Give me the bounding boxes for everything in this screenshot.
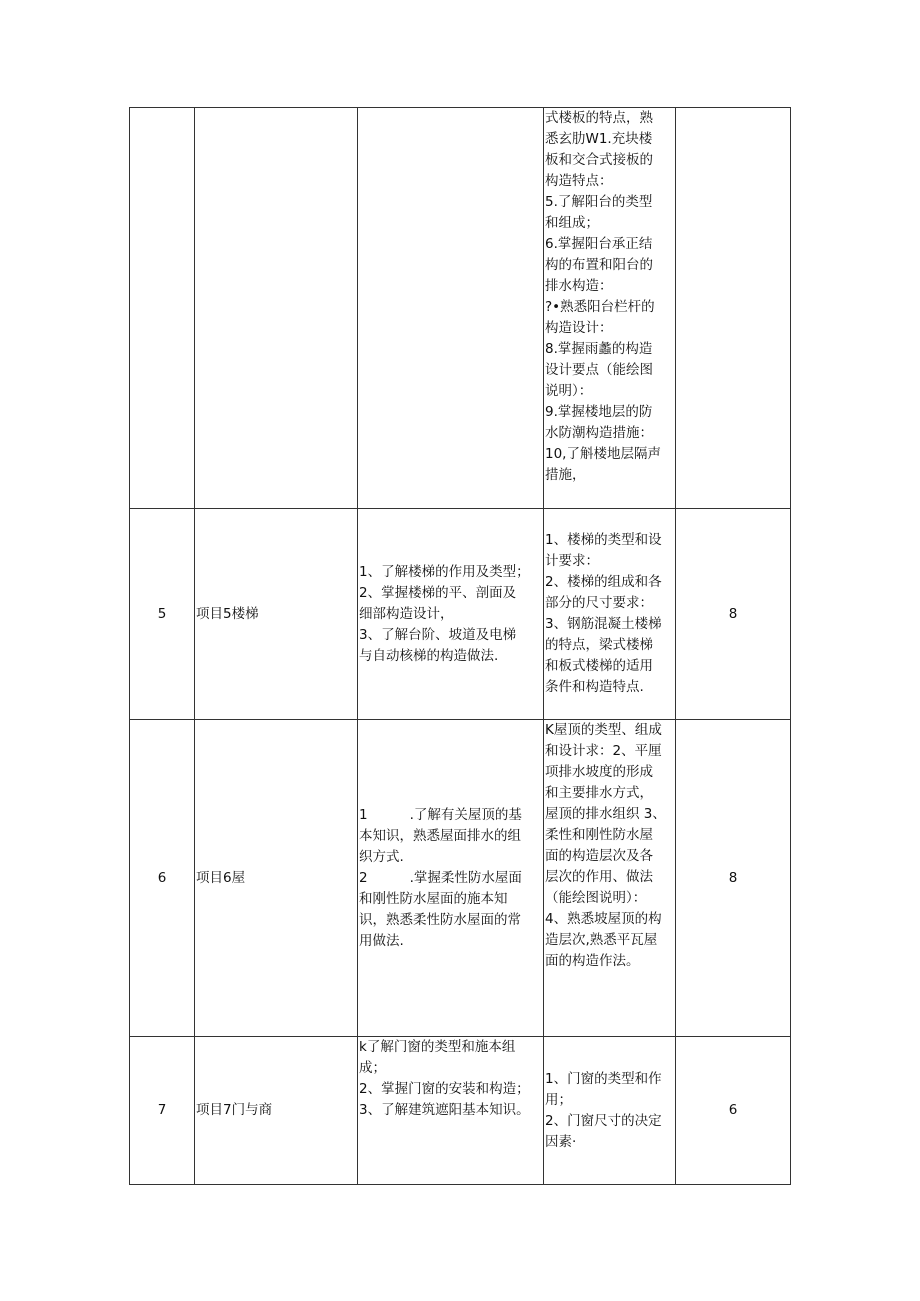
row-objectives <box>358 720 544 1037</box>
content-line: 的特点，梁式楼梯 <box>545 637 653 653</box>
content-line: 5.了解阳台的类型 <box>545 194 653 210</box>
content-line: 说明）： <box>545 383 593 399</box>
content-line: 9.掌握楼地层的防 <box>545 404 653 420</box>
objective-line: 用做法. <box>359 932 404 949</box>
content-line: 项排水坡度的形成 <box>545 764 653 780</box>
content-line: 层次的作用、做法 <box>545 869 653 885</box>
content-line: 2、楼梯的组成和各 <box>545 574 662 590</box>
content-line: 式楼板的特点，熟 <box>545 110 653 126</box>
row-objectives <box>358 108 544 509</box>
content-line: 用； <box>545 1091 572 1108</box>
row-objectives <box>358 1037 544 1185</box>
content-line: 部分的尺寸要求： <box>545 595 653 611</box>
content-line: 面的构造层次及各 <box>545 848 653 864</box>
table-row <box>130 1037 791 1185</box>
content-line: 6.掌握阳台承正结 <box>545 236 653 252</box>
objective-line: 1 .了解有关屋顶的基 <box>359 806 522 823</box>
row-number: 5 <box>130 509 195 720</box>
objective-line: 成； <box>359 1060 386 1076</box>
content-line: 和设计求：2、平厘 <box>545 743 662 759</box>
syllabus-table <box>129 107 791 1185</box>
content-line: 8.掌握雨蠡的构造 <box>545 341 653 357</box>
content-line: 和板式楼梯的适用 <box>545 658 653 674</box>
content-line: 措施， <box>545 467 586 483</box>
content-line: （能绘图说明）： <box>545 890 647 906</box>
row-hours: 8 <box>676 720 791 1037</box>
row-content <box>544 720 676 1037</box>
content-line: 1、门窗的类型和作 <box>545 1070 662 1087</box>
content-line: 计要求： <box>545 553 599 569</box>
row-objectives <box>358 509 544 720</box>
objective-line: 织方式. <box>359 848 404 865</box>
objective-line: 2、掌握楼梯的平、剖面及 <box>359 584 517 601</box>
row-number: 7 <box>130 1037 195 1185</box>
content-line: ?•熟悉阳台栏杆的 <box>545 299 655 315</box>
content-line: 设计要点（能绘图 <box>545 362 653 378</box>
row-content <box>544 108 676 509</box>
content-line: 造层次,熟悉平瓦屋 <box>545 932 658 948</box>
content-line: 构的布置和阳台的 <box>545 257 653 273</box>
objective-line: 1、了解楼梯的作用及类型； <box>359 563 530 580</box>
content-line: 面的构造作法。 <box>545 953 640 969</box>
content-line: 10,了斛楼地层隔声 <box>545 446 661 462</box>
objective-line: 3、了解台阶、坡道及电梯 <box>359 626 517 643</box>
objective-line: 3、了解建筑遮阳基本知识。 <box>359 1102 530 1118</box>
objective-line: 和刚性防水屋面的施本知 <box>359 890 508 907</box>
row-hours: 6 <box>676 1037 791 1185</box>
content-line: 排水构造： <box>545 278 613 294</box>
content-line: K屋顶的类型、组成 <box>545 722 662 738</box>
objective-line: 2、掌握门窗的安装和构造； <box>359 1081 530 1097</box>
content-line: 和组成； <box>545 215 599 231</box>
objective-line: 识，熟悉柔性防水屋面的常 <box>359 911 521 928</box>
row-project: 项目5楼梯 <box>195 509 358 720</box>
content-line: 板和交合式接板的 <box>545 152 653 168</box>
content-line: 悉玄肋W1.充块楼 <box>545 131 653 147</box>
content-line: 构造特点： <box>545 173 613 189</box>
table-row <box>130 108 791 509</box>
objective-line: k了解门窗的类型和施本组 <box>359 1039 516 1055</box>
row-project: 项目6屋 <box>195 720 358 1037</box>
content-line: 条件和构造特点. <box>545 679 644 695</box>
row-number: 6 <box>130 720 195 1037</box>
objective-line: 2 .掌握柔性防水屋面 <box>359 869 522 886</box>
content-line: 屋顶的排水组织 3、 <box>545 806 666 822</box>
objective-line: 细部构造设计， <box>359 605 454 622</box>
row-hours: 8 <box>676 509 791 720</box>
row-content <box>544 509 676 720</box>
row-number <box>130 108 195 509</box>
objective-line: 与自动核梯的构造做法. <box>359 647 499 664</box>
table-row <box>130 509 791 720</box>
content-line: 水防潮构造措施： <box>545 425 653 441</box>
content-line: 1、楼梯的类型和设 <box>545 532 662 548</box>
objective-line: 本知识，熟悉屋面排水的组 <box>359 827 521 844</box>
content-line: 2、门窗尺寸的决定 <box>545 1112 662 1129</box>
row-hours <box>676 108 791 509</box>
content-line: 因素· <box>545 1133 577 1150</box>
content-line: 构造设计： <box>545 320 613 336</box>
row-project <box>195 108 358 509</box>
content-line: 3、钢筋混凝土楼梯 <box>545 616 662 632</box>
content-line: 和主要排水方式， <box>545 785 653 801</box>
content-line: 4、熟悉坡屋顶的构 <box>545 911 662 927</box>
row-content <box>544 1037 676 1185</box>
table-row <box>130 720 791 1037</box>
content-line: 柔性和刚性防水屋 <box>545 827 653 843</box>
row-project: 项目7门与商 <box>195 1037 358 1185</box>
